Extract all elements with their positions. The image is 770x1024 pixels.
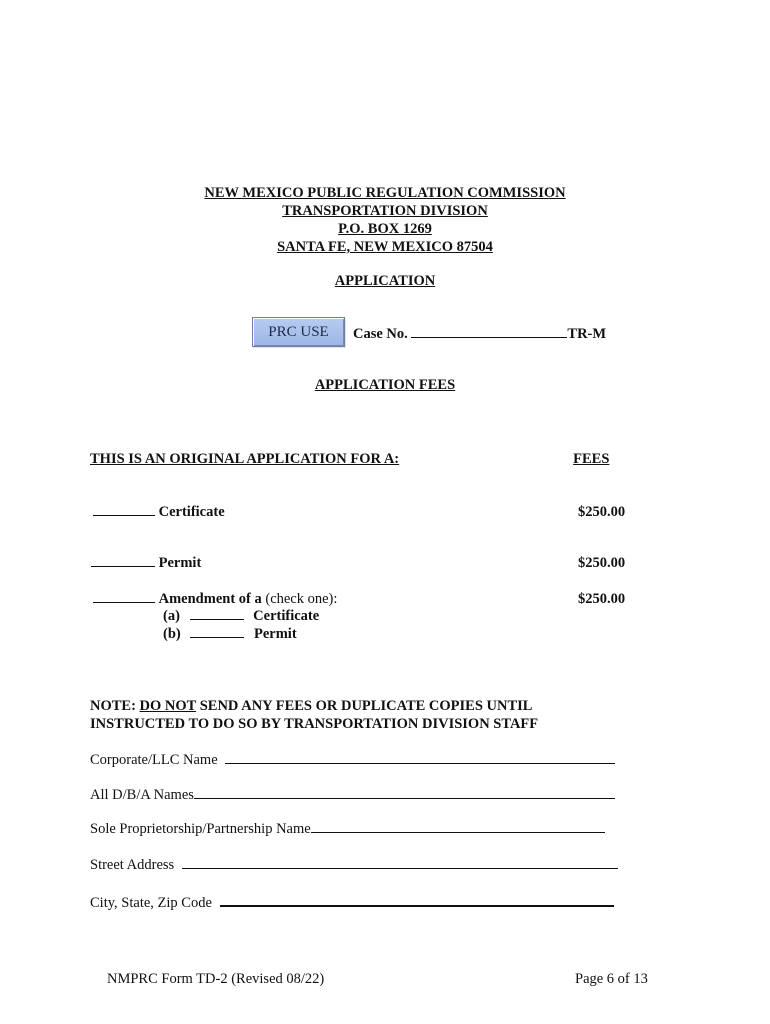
- dba-names-label: All D/B/A Names: [90, 787, 194, 803]
- table-heading-left-text: THIS IS AN ORIGINAL APPLICATION FOR A:: [90, 451, 400, 467]
- dba-names-field[interactable]: [194, 786, 615, 799]
- page-title: APPLICATION: [334, 273, 436, 289]
- certificate-blank[interactable]: [93, 515, 155, 516]
- amendment-blank[interactable]: [93, 602, 155, 603]
- note-line-1: [90, 698, 532, 715]
- note-line-2: INSTRUCTED TO DO SO BY TRANSPORTATION DIVISION STAFF: [90, 716, 539, 732]
- option-a-blank[interactable]: [190, 619, 244, 620]
- street-address-field[interactable]: [182, 856, 618, 869]
- table-heading-left: [90, 451, 609, 468]
- city-state-zip-field[interactable]: [220, 893, 614, 907]
- page-number: Page 6 of 13: [575, 971, 648, 987]
- permit-label: Permit: [158, 555, 202, 571]
- note-line-1-rest: SEND ANY FEES OR DUPLICATE COPIES UNTIL: [199, 698, 533, 714]
- case-number-row: [353, 326, 606, 343]
- city-address: SANTA FE, NEW MEXICO 87504: [277, 239, 493, 255]
- option-b-label: Permit: [253, 626, 297, 642]
- amendment-fee: $250.00: [578, 591, 626, 607]
- option-b-blank[interactable]: [190, 637, 244, 638]
- corporate-llc-name-row: [90, 751, 615, 769]
- option-a-marker: (a): [163, 608, 180, 624]
- sole-proprietorship-label: Sole Proprietorship/Partnership Name: [90, 821, 311, 837]
- city-state-zip-row: [90, 893, 614, 912]
- row-permit: [91, 555, 201, 572]
- case-number-label: Case No.: [353, 326, 408, 342]
- street-address-row: [90, 856, 618, 874]
- permit-fee: $250.00: [578, 555, 626, 571]
- amendment-label: Amendment of a: [158, 591, 262, 607]
- case-number-field[interactable]: [411, 337, 567, 338]
- city-state-zip-label: City, State, Zip Code: [90, 895, 212, 911]
- po-box: P.O. BOX 1269: [338, 221, 432, 237]
- fees-section-title: APPLICATION FEES: [314, 377, 456, 393]
- amendment-check-note: (check one):: [265, 591, 338, 607]
- amendment-option-a: [163, 608, 319, 625]
- agency-name: NEW MEXICO PUBLIC REGULATION COMMISSION: [204, 185, 566, 201]
- option-a-label: Certificate: [253, 608, 320, 624]
- form-identifier: NMPRC Form TD-2 (Revised 08/22): [107, 971, 325, 987]
- note-emphasis: DO NOT: [139, 698, 197, 714]
- permit-blank[interactable]: [91, 566, 155, 567]
- division-name: TRANSPORTATION DIVISION: [282, 203, 488, 219]
- certificate-label: Certificate: [158, 504, 225, 520]
- row-certificate: [93, 504, 225, 521]
- corporate-llc-name-field[interactable]: [225, 751, 615, 764]
- corporate-llc-name-label: Corporate/LLC Name: [90, 752, 218, 768]
- sole-proprietorship-field[interactable]: [311, 820, 605, 833]
- certificate-fee: $250.00: [578, 504, 626, 520]
- option-b-marker: (b): [163, 626, 181, 642]
- street-address-label: Street Address: [90, 857, 175, 873]
- amendment-option-b: [163, 626, 297, 643]
- row-amendment: [93, 591, 337, 608]
- table-heading-right: FEES: [573, 451, 610, 467]
- prc-use-button[interactable]: PRC USE: [252, 317, 345, 347]
- sole-proprietorship-row: [90, 820, 605, 838]
- note-prefix: NOTE:: [90, 698, 136, 714]
- dba-names-row: [90, 786, 615, 804]
- case-number-suffix: TR-M: [567, 326, 607, 342]
